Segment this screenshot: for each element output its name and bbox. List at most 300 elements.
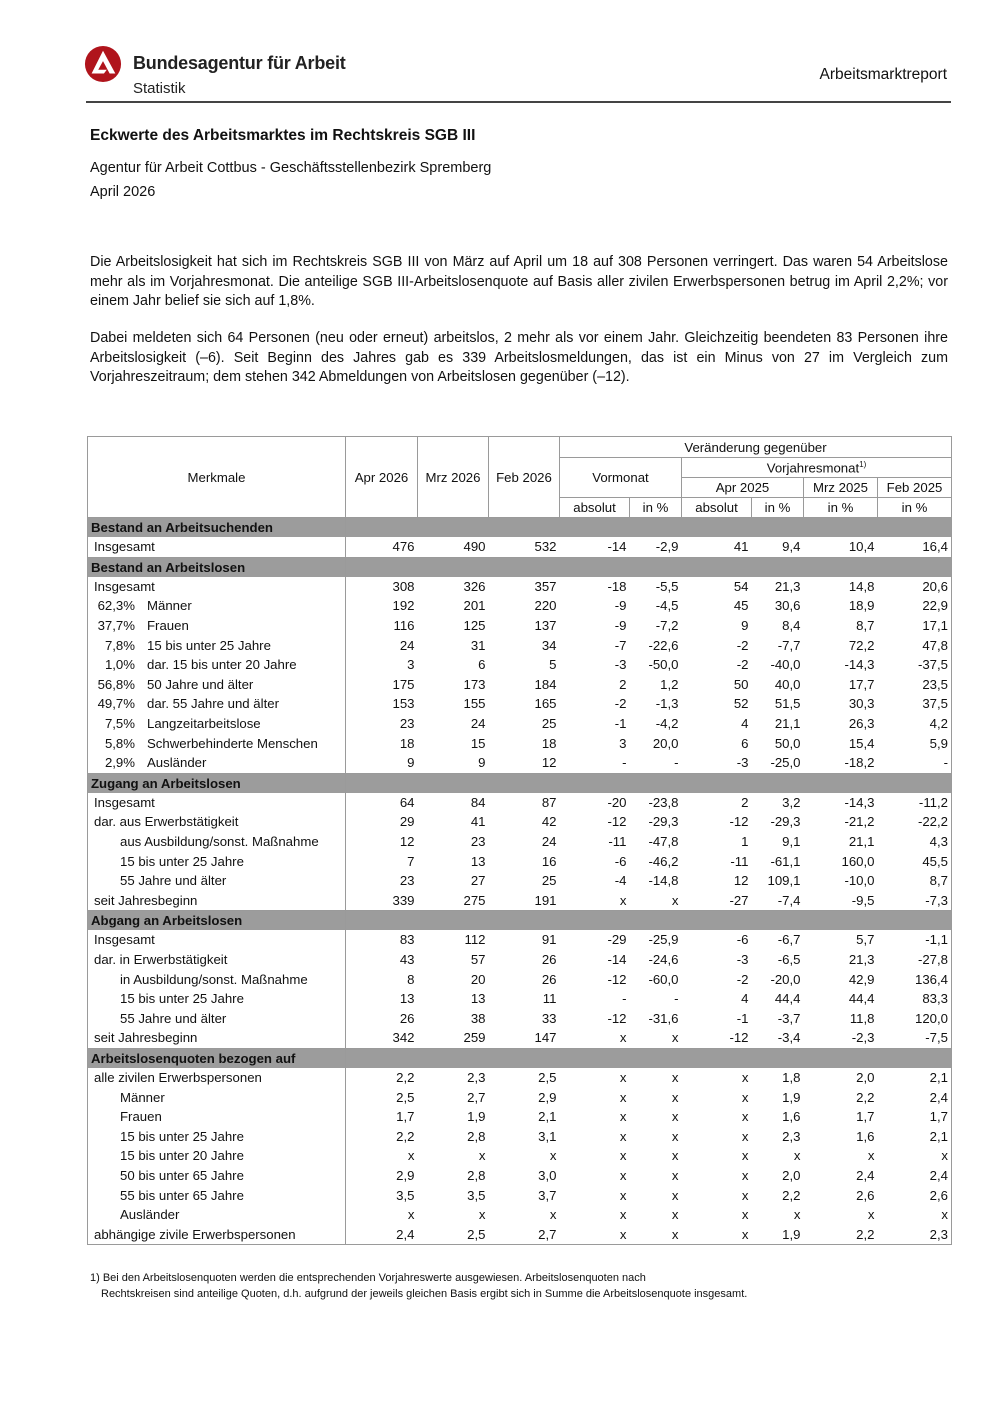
cell-value: x bbox=[407, 1207, 415, 1223]
cell-value: -7,3 bbox=[925, 892, 949, 908]
cell-value: x bbox=[867, 1207, 875, 1223]
cell-value: -14,8 bbox=[648, 873, 679, 889]
cell-value: -14 bbox=[607, 539, 627, 555]
row-label bbox=[88, 1068, 346, 1088]
table-row bbox=[88, 596, 952, 616]
report-label: Arbeitsmarktreport bbox=[819, 66, 947, 83]
cell-value: 308 bbox=[392, 578, 415, 594]
row-label-text: 55 bis unter 65 Jahre bbox=[120, 1187, 244, 1203]
cell-value: 23 bbox=[399, 873, 415, 889]
row-label bbox=[88, 832, 346, 852]
cell-value: x bbox=[619, 1089, 627, 1105]
cell-value: 2,8 bbox=[467, 1167, 486, 1183]
cell-value: -4 bbox=[614, 873, 627, 889]
cell-value: 2,9 bbox=[538, 1089, 557, 1105]
cell-value: 2,4 bbox=[856, 1167, 875, 1183]
cell-value: -6 bbox=[614, 853, 627, 869]
cell-value: - bbox=[943, 755, 949, 771]
cell-value: 72,2 bbox=[848, 637, 875, 653]
table-row bbox=[88, 793, 952, 813]
cell-value: 43 bbox=[399, 951, 415, 967]
cell-value: 50,0 bbox=[774, 735, 801, 751]
section-fill bbox=[346, 773, 952, 793]
row-label-text: 50 Jahre und älter bbox=[147, 676, 254, 692]
cell-value: 173 bbox=[463, 676, 486, 692]
cell-value: -11,2 bbox=[918, 794, 949, 810]
table-row bbox=[88, 1224, 952, 1244]
cell-value: 5,7 bbox=[856, 932, 875, 948]
cell-value: 7 bbox=[407, 853, 415, 869]
cell-value: 45 bbox=[733, 598, 749, 614]
cell-value: 31 bbox=[470, 637, 486, 653]
cell-value: 54 bbox=[733, 578, 749, 594]
cell-value: 12 bbox=[541, 755, 557, 771]
table-row bbox=[88, 1166, 952, 1186]
row-label bbox=[88, 1028, 346, 1048]
cell-value: -24,6 bbox=[648, 951, 679, 967]
col-header-feb2025-pct: in % bbox=[878, 498, 952, 518]
cell-value: 8,4 bbox=[782, 618, 801, 634]
row-label bbox=[88, 1205, 346, 1225]
row-label-text: dar. 15 bis unter 20 Jahre bbox=[147, 657, 297, 673]
col-header-vj-pct: in % bbox=[752, 498, 804, 518]
cell-value: 9 bbox=[407, 755, 415, 771]
cell-value: -6,5 bbox=[777, 951, 801, 967]
row-label bbox=[88, 950, 346, 970]
section-fill bbox=[346, 911, 952, 931]
cell-value: x bbox=[619, 1226, 627, 1242]
cell-value: 2,6 bbox=[929, 1187, 949, 1203]
cell-value: -27,8 bbox=[917, 951, 949, 967]
cell-value: 45,5 bbox=[922, 853, 949, 869]
cell-value: -25,0 bbox=[770, 755, 801, 771]
cell-value: 5,9 bbox=[929, 735, 949, 751]
table-row bbox=[88, 635, 952, 655]
cell-value: 26,3 bbox=[848, 716, 875, 732]
table-row bbox=[88, 675, 952, 695]
cell-value: -3 bbox=[614, 657, 627, 673]
row-label bbox=[88, 596, 346, 616]
summary-paragraph-1: Die Arbeitslosigkeit hat sich im Rechtskreis SGB III von März auf April um 18 auf 308 Personen verringert. Das waren 54 Arbeitslose mehr als im Vorjahresmonat. Die anteilige SGB III-Arbeitslosenquote auf Basis aller zivilen Erwerbspersonen betrug im April 2,2%; vor einem Jahr belief sie sich auf 1,8%. bbox=[90, 254, 948, 309]
cell-value: 41 bbox=[470, 814, 486, 830]
row-label bbox=[88, 891, 346, 911]
cell-value: -1,1 bbox=[925, 932, 949, 948]
cell-value: x bbox=[793, 1207, 801, 1223]
row-share: 5,8% bbox=[104, 735, 135, 751]
row-label-text: Ausländer bbox=[120, 1207, 180, 1223]
cell-value: -3 bbox=[736, 755, 749, 771]
table-row bbox=[88, 851, 952, 871]
row-label-text: Schwerbehinderte Menschen bbox=[147, 735, 318, 751]
cell-value: -61,1 bbox=[770, 853, 801, 869]
cell-value: -7 bbox=[614, 637, 627, 653]
cell-value: -37,5 bbox=[917, 657, 949, 673]
cell-value: x bbox=[619, 892, 627, 908]
cell-value: 9 bbox=[478, 755, 486, 771]
cell-value: 21,1 bbox=[774, 716, 801, 732]
row-share: 7,8% bbox=[104, 637, 135, 653]
row-label bbox=[88, 753, 346, 773]
cell-value: 6 bbox=[741, 735, 749, 751]
cell-value: 3,5 bbox=[467, 1187, 486, 1203]
cell-value: 2,2 bbox=[396, 1069, 415, 1085]
cell-value: -1,3 bbox=[655, 696, 679, 712]
cell-value: - bbox=[622, 991, 627, 1007]
cell-value: 18 bbox=[541, 735, 557, 751]
table-row bbox=[88, 655, 952, 675]
cell-value: 13 bbox=[399, 991, 415, 1007]
cell-value: -18 bbox=[607, 578, 627, 594]
cell-value: 4 bbox=[741, 716, 749, 732]
section-header bbox=[88, 911, 952, 931]
row-label-text: 15 bis unter 25 Jahre bbox=[120, 991, 244, 1007]
row-label-text: Insgesamt bbox=[94, 932, 155, 948]
cell-value: 2,4 bbox=[396, 1226, 415, 1242]
col-header-vj-absolut: absolut bbox=[682, 498, 752, 518]
cell-value: x bbox=[619, 1128, 627, 1144]
cell-value: -7,2 bbox=[655, 618, 679, 634]
cell-value: 3,2 bbox=[782, 794, 801, 810]
row-share: 1,0% bbox=[104, 657, 135, 673]
cell-value: 259 bbox=[463, 1030, 486, 1046]
cell-value: 11,8 bbox=[849, 1010, 875, 1026]
cell-value: 20 bbox=[470, 971, 486, 987]
cell-value: 4,2 bbox=[929, 716, 949, 732]
section-header bbox=[88, 773, 952, 793]
row-label-text: 15 bis unter 25 Jahre bbox=[120, 1128, 244, 1144]
row-label-text: Insgesamt bbox=[94, 539, 155, 555]
cell-value: 25 bbox=[541, 873, 557, 889]
cell-value: 490 bbox=[463, 539, 486, 555]
col-header-vm-pct: in % bbox=[630, 498, 682, 518]
cell-value: 2,3 bbox=[782, 1128, 801, 1144]
table-row bbox=[88, 1028, 952, 1048]
table-row bbox=[88, 871, 952, 891]
row-label-text: alle zivilen Erwerbspersonen bbox=[94, 1069, 262, 1085]
cell-value: 26 bbox=[541, 951, 557, 967]
report-period: April 2026 bbox=[90, 184, 156, 200]
row-label-text: 15 bis unter 25 Jahre bbox=[147, 637, 271, 653]
cell-value: 10,4 bbox=[848, 539, 875, 555]
brand-name: Bundesagentur für Arbeit bbox=[133, 53, 346, 73]
cell-value: 24 bbox=[399, 637, 415, 653]
cell-value: 153 bbox=[392, 696, 415, 712]
cell-value: 2,6 bbox=[856, 1187, 875, 1203]
cell-value: 87 bbox=[541, 794, 557, 810]
cell-value: 91 bbox=[541, 932, 557, 948]
cell-value: x bbox=[741, 1207, 749, 1223]
section-fill bbox=[346, 518, 952, 538]
cell-value: 3,1 bbox=[538, 1128, 557, 1144]
col-header-vormonat: Vormonat bbox=[560, 458, 682, 498]
cell-value: 120,0 bbox=[915, 1010, 949, 1026]
row-label bbox=[88, 714, 346, 734]
cell-value: -4,2 bbox=[655, 716, 679, 732]
cell-value: x bbox=[619, 1069, 627, 1085]
cell-value: 2,9 bbox=[396, 1167, 415, 1183]
row-label bbox=[88, 577, 346, 597]
col-header-mrz2025-pct: in % bbox=[804, 498, 878, 518]
row-label bbox=[88, 1107, 346, 1127]
cell-value: 339 bbox=[392, 892, 415, 908]
cell-value: -10,0 bbox=[844, 873, 875, 889]
cell-value: 41 bbox=[733, 539, 749, 555]
cell-value: 34 bbox=[541, 637, 557, 653]
cell-value: 357 bbox=[534, 578, 557, 594]
section-title: Bestand an Arbeitsuchenden bbox=[88, 518, 346, 538]
cell-value: x bbox=[793, 1148, 801, 1164]
cell-value: 3 bbox=[619, 735, 627, 751]
col-header-mrz2025: Mrz 2025 bbox=[804, 478, 878, 498]
cell-value: -2 bbox=[614, 696, 627, 712]
row-share: 56,8% bbox=[97, 676, 135, 692]
table-row bbox=[88, 812, 952, 832]
row-label bbox=[88, 675, 346, 695]
cell-value: 21,3 bbox=[774, 578, 801, 594]
cell-value: 24 bbox=[470, 716, 486, 732]
section-fill bbox=[346, 1048, 952, 1068]
cell-value: -3,4 bbox=[777, 1030, 801, 1046]
cell-value: 8,7 bbox=[929, 873, 949, 889]
row-label-text: Langzeitarbeitslose bbox=[147, 716, 261, 732]
cell-value: 21,3 bbox=[848, 951, 875, 967]
cell-value: 8,7 bbox=[856, 618, 875, 634]
col-header-mrz2026: Mrz 2026 bbox=[418, 437, 489, 518]
cell-value: 5 bbox=[549, 657, 557, 673]
cell-value: 15 bbox=[470, 735, 486, 751]
row-label bbox=[88, 1185, 346, 1205]
cell-value: -22,2 bbox=[917, 814, 949, 830]
cell-value: 51,5 bbox=[774, 696, 801, 712]
cell-value: 184 bbox=[534, 676, 557, 692]
cell-value: -60,0 bbox=[648, 971, 679, 987]
row-label-text: seit Jahresbeginn bbox=[94, 892, 198, 908]
table-row bbox=[88, 989, 952, 1009]
table-row bbox=[88, 1008, 952, 1028]
cell-value: 33 bbox=[541, 1010, 557, 1026]
table-row bbox=[88, 733, 952, 753]
row-label-text: dar. in Erwerbstätigkeit bbox=[94, 951, 228, 967]
row-label bbox=[88, 733, 346, 753]
cell-value: 2,4 bbox=[929, 1089, 949, 1105]
cell-value: 275 bbox=[463, 892, 486, 908]
cell-value: 15,4 bbox=[848, 735, 875, 751]
row-label bbox=[88, 793, 346, 813]
cell-value: 13 bbox=[470, 853, 486, 869]
cell-value: 2,3 bbox=[929, 1226, 949, 1242]
vorjahresmonat-label: Vorjahresmonat bbox=[766, 460, 860, 476]
cell-value: 42 bbox=[541, 814, 557, 830]
document-title: Eckwerte des Arbeitsmarktes im Rechtskreis SGB III bbox=[90, 127, 476, 144]
cell-value: 2,2 bbox=[856, 1089, 875, 1105]
col-header-vm-absolut: absolut bbox=[560, 498, 630, 518]
table-row bbox=[88, 1126, 952, 1146]
cell-value: 2,4 bbox=[929, 1167, 949, 1183]
cell-value: x bbox=[941, 1207, 949, 1223]
cell-value: x bbox=[671, 1226, 679, 1242]
cell-value: -6,7 bbox=[777, 932, 801, 948]
cell-value: 40,0 bbox=[774, 676, 801, 692]
cell-value: 147 bbox=[534, 1030, 557, 1046]
cell-value: 2,2 bbox=[782, 1187, 801, 1203]
cell-value: 532 bbox=[534, 539, 557, 555]
cell-value: 38 bbox=[470, 1010, 486, 1026]
cell-value: 3,0 bbox=[538, 1167, 557, 1183]
cell-value: 83 bbox=[399, 932, 415, 948]
cell-value: 2,2 bbox=[856, 1226, 875, 1242]
footnote-marker: 1) bbox=[859, 459, 867, 469]
cell-value: -2,3 bbox=[851, 1030, 875, 1046]
cell-value: 9 bbox=[741, 618, 749, 634]
row-label bbox=[88, 812, 346, 832]
cell-value: 191 bbox=[534, 892, 557, 908]
cell-value: 64 bbox=[399, 794, 415, 810]
cell-value: 2,5 bbox=[467, 1226, 486, 1242]
cell-value: x bbox=[671, 1069, 679, 1085]
cell-value: -5,5 bbox=[655, 578, 679, 594]
cell-value: -2,9 bbox=[655, 539, 679, 555]
cell-value: 116 bbox=[393, 618, 415, 634]
cell-value: 1,9 bbox=[782, 1226, 801, 1242]
row-label bbox=[88, 635, 346, 655]
cell-value: -1 bbox=[614, 716, 627, 732]
cell-value: -6 bbox=[736, 932, 749, 948]
cell-value: -12 bbox=[729, 1030, 749, 1046]
cell-value: 109,1 bbox=[767, 873, 801, 889]
cell-value: 84 bbox=[470, 794, 486, 810]
row-label-text: 15 bis unter 20 Jahre bbox=[120, 1148, 244, 1164]
row-label bbox=[88, 1087, 346, 1107]
cell-value: 16,4 bbox=[922, 539, 949, 555]
footnote-line-1: 1) Bei den Arbeitslosenquoten werden die entsprechenden Vorjahreswerte ausgewiesen. Arbeitslosenquoten nach bbox=[90, 1272, 646, 1284]
table-row bbox=[88, 1205, 952, 1225]
cell-value: -29,3 bbox=[770, 814, 801, 830]
brand-subtitle: Statistik bbox=[133, 80, 186, 97]
col-header-apr2025: Apr 2025 bbox=[682, 478, 804, 498]
cell-value: 24 bbox=[541, 834, 557, 850]
section-fill bbox=[346, 557, 952, 577]
col-header-feb2025: Feb 2025 bbox=[878, 478, 952, 498]
cell-value: 17,7 bbox=[848, 676, 875, 692]
cell-value: 2,7 bbox=[467, 1089, 486, 1105]
cell-value: x bbox=[549, 1148, 557, 1164]
cell-value: 26 bbox=[399, 1010, 415, 1026]
cell-value: 27 bbox=[470, 873, 486, 889]
row-label bbox=[88, 1224, 346, 1244]
cell-value: - bbox=[674, 991, 679, 1007]
cell-value: -1 bbox=[736, 1010, 749, 1026]
cell-value: x bbox=[478, 1148, 486, 1164]
cell-value: 2,0 bbox=[782, 1167, 801, 1183]
cell-value: -31,6 bbox=[648, 1010, 679, 1026]
table-row bbox=[88, 832, 952, 852]
cell-value: 9,4 bbox=[782, 539, 801, 555]
cell-value: 6 bbox=[478, 657, 486, 673]
row-label-text: Insgesamt bbox=[94, 794, 155, 810]
cell-value: 23,5 bbox=[922, 676, 949, 692]
row-label bbox=[88, 1008, 346, 1028]
row-label bbox=[88, 537, 346, 557]
cell-value: 18 bbox=[399, 735, 415, 751]
cell-value: 17,1 bbox=[922, 618, 949, 634]
cell-value: 2 bbox=[741, 794, 749, 810]
cell-value: x bbox=[619, 1187, 627, 1203]
cell-value: 20,0 bbox=[652, 735, 679, 751]
cell-value: -2 bbox=[736, 637, 749, 653]
cell-value: x bbox=[619, 1207, 627, 1223]
cell-value: 137 bbox=[534, 618, 557, 634]
cell-value: -47,8 bbox=[648, 834, 679, 850]
cell-value: -46,2 bbox=[648, 853, 679, 869]
cell-value: x bbox=[941, 1148, 949, 1164]
cell-value: 2,0 bbox=[856, 1069, 875, 1085]
cell-value: -7,5 bbox=[925, 1030, 949, 1046]
cell-value: 4,3 bbox=[929, 834, 949, 850]
cell-value: x bbox=[741, 1109, 749, 1125]
cell-value: 326 bbox=[463, 578, 486, 594]
col-header-veraenderung: Veränderung gegenüber bbox=[560, 437, 952, 458]
cell-value: 1,6 bbox=[856, 1128, 875, 1144]
cell-value: 1,7 bbox=[396, 1109, 415, 1125]
row-share: 37,7% bbox=[97, 618, 135, 634]
row-label-text: dar. 55 Jahre und älter bbox=[147, 696, 279, 712]
cell-value: -2 bbox=[736, 657, 749, 673]
col-header-apr2026: Apr 2026 bbox=[346, 437, 418, 518]
cell-value: 192 bbox=[392, 598, 415, 614]
row-label bbox=[88, 851, 346, 871]
cell-value: 175 bbox=[392, 676, 415, 692]
cell-value: -25,9 bbox=[648, 932, 679, 948]
cell-value: 30,6 bbox=[774, 598, 801, 614]
cell-value: 2,1 bbox=[538, 1109, 557, 1125]
cell-value: x bbox=[741, 1069, 749, 1085]
cell-value: x bbox=[619, 1030, 627, 1046]
cell-value: 8 bbox=[407, 971, 415, 987]
header-divider bbox=[86, 101, 951, 103]
row-label-text: Ausländer bbox=[147, 755, 207, 771]
cell-value: -20,0 bbox=[770, 971, 801, 987]
cell-value: 16 bbox=[541, 853, 557, 869]
cell-value: 4 bbox=[741, 991, 749, 1007]
row-label bbox=[88, 694, 346, 714]
cell-value: 1,7 bbox=[856, 1109, 875, 1125]
cell-value: 2,5 bbox=[538, 1069, 557, 1085]
cell-value: -21,2 bbox=[844, 814, 875, 830]
table-row bbox=[88, 891, 952, 911]
table-row bbox=[88, 1185, 952, 1205]
row-label bbox=[88, 616, 346, 636]
cell-value: -12 bbox=[607, 1010, 627, 1026]
row-label-text: seit Jahresbeginn bbox=[94, 1030, 198, 1046]
col-header-vorjahresmonat bbox=[682, 458, 952, 478]
cell-value: -22,6 bbox=[648, 637, 679, 653]
cell-value: -11 bbox=[730, 853, 749, 869]
cell-value: 42,9 bbox=[848, 971, 875, 987]
cell-value: 201 bbox=[463, 598, 486, 614]
row-share: 62,3% bbox=[97, 598, 135, 614]
cell-value: -14,3 bbox=[844, 657, 875, 673]
cell-value: 23 bbox=[399, 716, 415, 732]
cell-value: 2,7 bbox=[538, 1226, 557, 1242]
cell-value: -23,8 bbox=[648, 794, 679, 810]
cell-value: x bbox=[407, 1148, 415, 1164]
cell-value: 12 bbox=[733, 873, 749, 889]
row-share: 7,5% bbox=[104, 716, 135, 732]
row-label bbox=[88, 989, 346, 1009]
cell-value: 3,7 bbox=[538, 1187, 557, 1203]
cell-value: 2,8 bbox=[467, 1128, 486, 1144]
cell-value: x bbox=[671, 1030, 679, 1046]
